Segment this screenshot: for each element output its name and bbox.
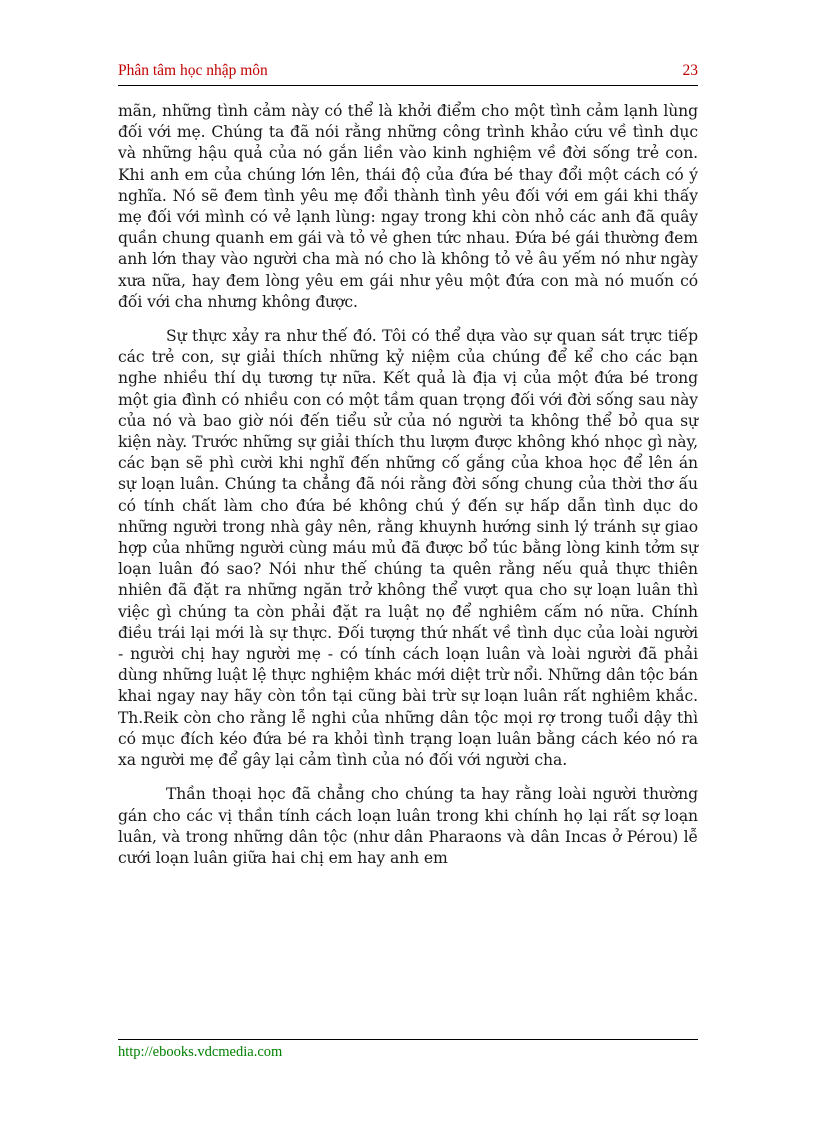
footer-url: http://ebooks.vdcmedia.com — [118, 1044, 283, 1060]
paragraph: Thần thoại học đã chẳng cho chúng ta hay rằng loài người thường gán cho các vị thần tính cách loạn luân trong khi chính họ lại rất sợ loạn luân, và trong những dân tộc (như dân Pharaons và dân Incas ở Pérou) lễ cưới loạn luân giữa hai chị em hay anh em — [118, 785, 698, 867]
paragraph: Sự thực xảy ra như thế đó. Tôi có thể dựa vào sự quan sát trực tiếp các trẻ con, sự giải thích những kỷ niệm của chúng để kể cho các bạn nghe nhiều thí dụ tương tự nữa. Kết quả là địa vị của một đứa bé trong một gia đình có nhiều con có một tầm quan trọng đối với đời sống sau này của nó và bao giờ nói đến tiểu sử của nó người ta không thể bỏ qua sự kiện này. Trước những sự giải thích thu lượm được không khó nhọc gì này, các bạn sẽ phì cười khi nghĩ đến những cố gắng của khoa học để lên án sự loạn luân. Chúng ta chẳng đã nói rằng đời sống chung của thời thơ ấu có tính chất làm cho đứa bé không chú ý đến sự hấp dẫn tình dục do những người trong nhà gây nên, rằng khuynh hướng sinh lý tránh sự giao hợp của những người cùng máu mủ đã được bổ túc bằng lòng kinh tởm sự loạn luân đó sao? Nói như thế chúng ta quên rằng nếu quả thực thiên nhiên đã đặt ra những ngăn trở không thể vượt qua cho sự loạn luân thì việc gì chúng ta còn phải đặt ra luật nọ để nghiêm cấm nó nữa. Chính điều trái lại mới là sự thực. Đối tượng thứ nhất về tình dục của loài người - người chị hay người mẹ - có tính cách loạn luân và loài người đã phải dùng những luật lệ thực nghiệm khác mới diệt trừ nổi. Những dân tộc bán khai ngay nay hãy còn tồn tại cũng bài trừ sự loạn luân rất nghiêm khắc. Th.Reik còn cho rằng lễ nghi của những dân tộc mọi rợ trong tuổi dậy thì có mục đích kéo đứa bé ra khỏi tình trạng loạn luân bằng cách kéo nó ra xa người mẹ để gây lại cảm tình của nó đối với người cha. — [118, 327, 698, 770]
book-title: Phân tâm học nhập môn — [118, 62, 268, 79]
paragraph: mãn, những tình cảm này có thể là khởi điểm cho một tình cảm lạnh lùng đối với mẹ. Chúng ta đã nói rằng những công trình khảo cứu về tình dục và những hậu quả của nó gắn liền vào kinh nghiệm về đời sống trẻ con. Khi anh em của chúng lớn lên, thái độ của đứa bé thay đổi một cách có ý nghĩa. Nó sẽ đem tình yêu mẹ đổi thành tình yêu đối với em gái khi thấy mẹ đối với mình có vẻ lạnh lùng: ngay trong khi còn nhỏ các anh đã quây quần chung quanh em gái và tỏ vẻ ghen tức nhau. Đứa bé gái thường đem anh lớn thay vào người cha mà nó cho là không tỏ vẻ âu yếm nó như ngày xưa nữa, hay đem lòng yêu em gái như yêu một đứa con mà nó muốn có đối với cha nhưng không được. — [118, 102, 698, 311]
header-divider — [118, 85, 698, 86]
footer-divider — [118, 1039, 698, 1040]
page-number: 23 — [682, 62, 698, 79]
page-body — [118, 101, 698, 882]
page-header — [118, 62, 698, 84]
